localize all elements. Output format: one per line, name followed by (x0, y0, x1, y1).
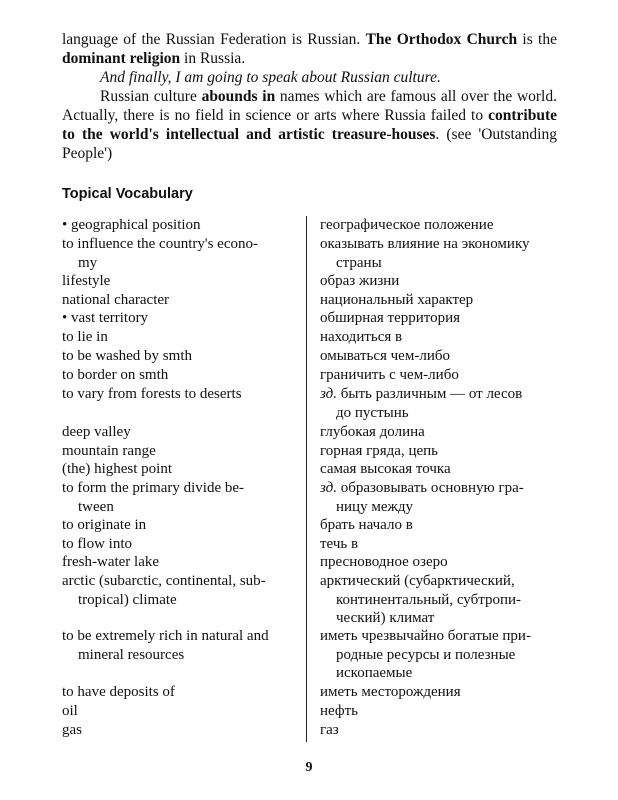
vocab-row (62, 235, 557, 272)
russian-text: географическое положение (320, 217, 494, 233)
russian-translation (320, 572, 557, 628)
russian-translation-line (320, 386, 522, 402)
russian-translation-continuation: континентальный, субтропи- (336, 591, 522, 608)
russian-text: быть различным — от лесов (337, 386, 523, 402)
text-span: . (see 'Outstanding People') (62, 126, 557, 162)
english-term-continuation: mineral resources (78, 646, 185, 663)
russian-translation-line (320, 480, 524, 496)
russian-translation-line (320, 461, 451, 477)
russian-translation-line (320, 684, 461, 700)
english-term-continuation: tween (78, 498, 114, 515)
english-term-line: oil (62, 703, 78, 719)
text-span: in Russia. (180, 50, 246, 67)
russian-translation (320, 385, 557, 422)
english-term (62, 235, 304, 272)
bold-term: abounds in (201, 88, 276, 105)
russian-text: пресноводное озеро (320, 554, 448, 570)
english-term-line: to be washed by smth (62, 348, 192, 364)
english-term-line: to border on smth (62, 367, 169, 383)
english-term-line: (the) highest point (62, 461, 172, 477)
english-term-line: to be extremely rich in natural and (62, 628, 269, 644)
russian-translation-continuation: ческий) климат (336, 610, 435, 627)
english-term (62, 385, 304, 422)
english-term-continuation: my (78, 254, 98, 271)
english-term (62, 328, 304, 347)
english-term-line: to lie in (62, 329, 108, 345)
russian-translation-line (320, 628, 531, 644)
text-span: Russian culture (100, 88, 202, 105)
english-term (62, 553, 304, 572)
english-term (62, 460, 304, 479)
english-term-line: to flow into (62, 536, 132, 552)
english-term (62, 627, 304, 683)
english-term-line: deep valley (62, 424, 131, 440)
russian-translation (320, 627, 557, 683)
russian-text: иметь месторождения (320, 684, 461, 700)
vocab-row (62, 291, 557, 310)
russian-translation (320, 347, 557, 366)
russian-text: самая высокая точка (320, 461, 451, 477)
russian-translation (320, 235, 557, 272)
russian-text: образовывать основную гра- (337, 480, 524, 496)
vocab-row (62, 572, 557, 628)
text-span: language of the Russian Federation is Russian. (62, 31, 366, 48)
english-term (62, 216, 304, 235)
english-term-line: to form the primary divide be- (62, 480, 245, 496)
english-term (62, 347, 304, 366)
english-term-line: mountain range (62, 443, 156, 459)
page-number: 9 (305, 760, 313, 775)
russian-text: брать начало в (320, 517, 413, 533)
english-term-line: lifestyle (62, 273, 111, 289)
paragraph-1 (62, 30, 557, 68)
english-term (62, 721, 304, 740)
english-term (62, 572, 304, 628)
russian-translation (320, 460, 557, 479)
vocab-row (62, 272, 557, 291)
russian-translation (320, 309, 557, 328)
vocab-row (62, 423, 557, 442)
italic-sentence: And finally, I am going to speak about Russian culture. (100, 69, 441, 86)
vocab-row (62, 627, 557, 683)
english-term-line: national character (62, 292, 170, 308)
russian-translation-line (320, 424, 425, 440)
russian-translation-line (320, 703, 358, 719)
russian-translation-line (320, 367, 459, 383)
russian-text: обширная территория (320, 310, 461, 326)
russian-translation-line (320, 292, 473, 308)
vocab-row (62, 683, 557, 702)
russian-translation (320, 272, 557, 291)
russian-translation-line (320, 554, 448, 570)
usage-note: зд. (320, 386, 337, 402)
english-term-line: • vast territory (62, 310, 149, 326)
russian-translation-continuation: родные ресурсы и полезные (336, 646, 516, 663)
russian-text: нефть (320, 703, 358, 719)
russian-translation-continuation: ницу между (336, 498, 413, 515)
english-term (62, 291, 304, 310)
russian-text: образ жизни (320, 273, 400, 289)
russian-text: глубокая долина (320, 424, 425, 440)
russian-translation (320, 442, 557, 461)
russian-translation (320, 721, 557, 740)
text-span: is the (517, 31, 557, 48)
vocab-row (62, 479, 557, 516)
english-term (62, 702, 304, 721)
russian-translation-continuation: ископаемые (336, 665, 413, 682)
russian-translation-line (320, 329, 402, 345)
russian-translation-line (320, 536, 358, 552)
russian-text: находиться в (320, 329, 403, 345)
english-term (62, 366, 304, 385)
vocab-row (62, 721, 557, 740)
bold-term: The Orthodox Church (365, 31, 518, 48)
vocab-row (62, 216, 557, 235)
russian-translation (320, 702, 557, 721)
russian-text: течь в (320, 536, 359, 552)
vocab-row (62, 442, 557, 461)
russian-text: оказывать влияние на экономику (320, 236, 530, 252)
vocab-row (62, 516, 557, 535)
section-title: Topical Vocabulary (62, 186, 193, 202)
russian-translation-continuation: страны (336, 254, 382, 271)
russian-translation (320, 553, 557, 572)
english-term (62, 535, 304, 554)
russian-text: омываться чем-либо (320, 348, 450, 364)
vocab-row (62, 553, 557, 572)
russian-text: газ (320, 722, 339, 738)
russian-translation (320, 683, 557, 702)
english-term (62, 309, 304, 328)
english-term (62, 423, 304, 442)
vocab-row (62, 347, 557, 366)
russian-translation (320, 479, 557, 516)
text-span: names which are famous all over the world. Actually, there is no field in science or arts where Russia failed to (62, 88, 557, 124)
english-term (62, 516, 304, 535)
english-term-line: arctic (subarctic, continental, sub- (62, 573, 266, 589)
russian-translation-line (320, 443, 438, 459)
russian-translation-line (320, 217, 494, 233)
english-term-line: to have deposits of (62, 684, 175, 700)
vocab-row (62, 366, 557, 385)
russian-translation (320, 516, 557, 535)
russian-translation-line (320, 722, 339, 738)
usage-note: зд. (320, 480, 337, 496)
russian-text: граничить с чем-либо (320, 367, 459, 383)
english-term (62, 442, 304, 461)
russian-translation-line (320, 310, 460, 326)
vocab-row (62, 460, 557, 479)
english-term (62, 272, 304, 291)
russian-text: арктический (субарктический, (320, 573, 515, 589)
vocab-row (62, 309, 557, 328)
vocab-row (62, 702, 557, 721)
intro-text (62, 30, 557, 163)
english-term-line: fresh-water lake (62, 554, 160, 570)
paragraph-2 (62, 68, 557, 87)
russian-translation (320, 535, 557, 554)
english-term (62, 683, 304, 702)
vocab-row (62, 385, 557, 422)
russian-translation (320, 328, 557, 347)
english-term-line: to vary from forests to deserts (62, 386, 242, 402)
russian-text: национальный характер (320, 292, 474, 308)
english-term-line: • geographical position (62, 217, 201, 233)
paragraph-3 (62, 87, 557, 163)
russian-translation-line (320, 348, 450, 364)
english-term-line: gas (62, 722, 82, 738)
russian-translation (320, 423, 557, 442)
english-term-line: to originate in (62, 517, 147, 533)
russian-text: горная гряда, цепь (320, 443, 439, 459)
vocab-row (62, 535, 557, 554)
russian-translation-line (320, 573, 515, 589)
russian-translation (320, 291, 557, 310)
russian-translation (320, 366, 557, 385)
english-term (62, 479, 304, 516)
russian-translation-line (320, 236, 530, 252)
russian-translation-continuation: до пустынь (336, 404, 409, 421)
vocab-row (62, 328, 557, 347)
russian-translation-line (320, 517, 413, 533)
english-term-line: to influence the country's econo- (62, 236, 258, 252)
russian-translation-line (320, 273, 399, 289)
english-term-continuation: tropical) climate (78, 591, 177, 608)
russian-text: иметь чрезвычайно богатые при- (320, 628, 531, 644)
bold-term: contribute to the world's intellectual and artistic treasure-houses (62, 107, 557, 143)
russian-translation (320, 216, 557, 235)
bold-term: dominant religion (62, 50, 181, 67)
